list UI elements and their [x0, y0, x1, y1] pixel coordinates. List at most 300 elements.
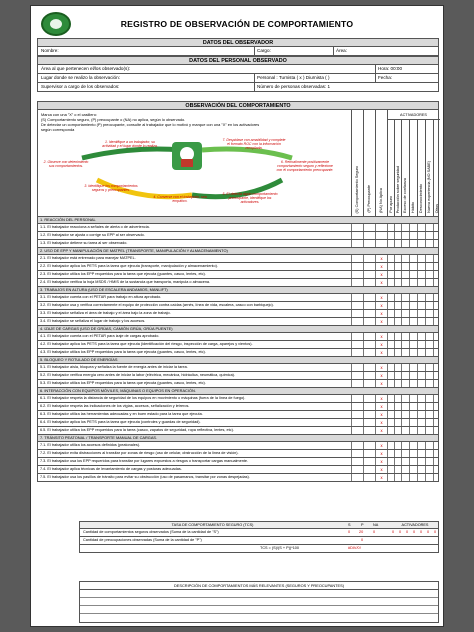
activator-checkbox[interactable]	[417, 232, 424, 239]
activator-checkbox[interactable]	[409, 310, 416, 317]
concern-value: 0	[361, 538, 364, 542]
activator-checkbox[interactable]	[394, 271, 401, 278]
activator-checkbox[interactable]	[433, 240, 440, 247]
activator-checkbox[interactable]	[433, 380, 440, 387]
description-line[interactable]	[80, 598, 438, 606]
description-line[interactable]	[80, 606, 438, 614]
activator-checkbox[interactable]	[409, 271, 416, 278]
concern-checkbox[interactable]	[363, 263, 375, 270]
activator-checkbox[interactable]	[409, 224, 416, 231]
concern-checkbox[interactable]	[363, 395, 375, 402]
checklist-row	[37, 341, 439, 349]
activator-checkbox[interactable]	[433, 364, 440, 371]
activator-checkbox[interactable]	[387, 442, 394, 449]
activator-checkbox[interactable]	[387, 294, 394, 301]
activator-checkbox[interactable]	[387, 458, 394, 465]
concern-checkbox[interactable]	[363, 255, 375, 262]
activator-checkbox[interactable]	[417, 333, 424, 340]
na-checkbox[interactable]	[375, 255, 387, 262]
activator-checkbox[interactable]	[425, 240, 432, 247]
activator-checkbox[interactable]	[394, 380, 401, 387]
na-checkbox[interactable]	[375, 466, 387, 473]
concern-checkbox[interactable]	[363, 232, 375, 239]
activator-checkbox[interactable]	[425, 411, 432, 418]
x-mark: x	[380, 412, 383, 417]
activator-checkbox[interactable]	[401, 333, 408, 340]
concern-checkbox[interactable]	[363, 427, 375, 434]
activator-checkbox[interactable]	[433, 294, 440, 301]
checklist-item-text: 1.1. El trabajador reacciona a señales de alerta o de advertencia.	[40, 225, 150, 229]
activator-checkbox[interactable]	[394, 302, 401, 309]
activator-checkbox[interactable]	[433, 466, 440, 473]
activator-checkbox[interactable]	[409, 240, 416, 247]
safe-checkbox[interactable]	[351, 380, 363, 387]
concern-checkbox[interactable]	[363, 466, 375, 473]
description-line[interactable]	[80, 590, 438, 598]
na-checkbox[interactable]	[375, 333, 387, 340]
activator-checkbox[interactable]	[433, 372, 440, 379]
concern-checkbox[interactable]	[363, 310, 375, 317]
activator-checkbox[interactable]	[401, 364, 408, 371]
concern-checkbox[interactable]	[363, 372, 375, 379]
concern-checkbox[interactable]	[363, 240, 375, 247]
activator-checkbox[interactable]	[409, 333, 416, 340]
activator-checkbox[interactable]	[394, 333, 401, 340]
activator-checkbox[interactable]	[409, 263, 416, 270]
activator-checkbox[interactable]	[394, 263, 401, 270]
activator-checkbox[interactable]	[425, 442, 432, 449]
summary-tcs-row	[79, 545, 439, 553]
na-checkbox[interactable]	[375, 271, 387, 278]
activator-checkbox[interactable]	[417, 263, 424, 270]
activator-checkbox[interactable]	[387, 395, 394, 402]
activator-checkbox[interactable]	[425, 271, 432, 278]
activator-checkbox[interactable]	[394, 310, 401, 317]
checklist-item-text: 2.1. El trabajador está entrenado para manejar MATPEL.	[40, 256, 136, 260]
safe-checkbox[interactable]	[351, 263, 363, 270]
activator-checkbox[interactable]	[433, 318, 440, 325]
safe-checkbox[interactable]	[351, 271, 363, 278]
safe-checkbox[interactable]	[351, 349, 363, 356]
activator-checkbox[interactable]	[409, 279, 416, 286]
activator-checkbox[interactable]	[401, 450, 408, 457]
activator-checkbox[interactable]	[401, 318, 408, 325]
activator-checkbox[interactable]	[409, 302, 416, 309]
na-checkbox[interactable]	[375, 427, 387, 434]
activator-checkbox[interactable]	[433, 224, 440, 231]
safe-checkbox[interactable]	[351, 466, 363, 473]
activator-checkbox[interactable]	[417, 271, 424, 278]
activator-checkbox[interactable]	[425, 372, 432, 379]
activator-checkbox[interactable]	[401, 474, 408, 481]
activator-checkbox[interactable]	[387, 333, 394, 340]
shift-label: Personal : Turnista ( x ) Diurnista ( )	[257, 75, 330, 80]
activator-total: 0	[420, 530, 423, 534]
instruction-line: según corresponda	[41, 127, 75, 132]
activator-checkbox[interactable]	[417, 302, 424, 309]
checklist-item-text: 4.3. El trabajador utiliza los EPP requeridos para la tarea que ejecuta (guantes, casco, lentes, etc).	[40, 350, 206, 354]
activator-checkbox[interactable]	[409, 442, 416, 449]
safe-checkbox[interactable]	[351, 333, 363, 340]
safe-checkbox[interactable]	[351, 318, 363, 325]
activator-checkbox[interactable]	[394, 224, 401, 231]
activator-checkbox[interactable]	[387, 263, 394, 270]
na-checkbox[interactable]	[375, 395, 387, 402]
safe-checkbox[interactable]	[351, 341, 363, 348]
activator-checkbox[interactable]	[394, 232, 401, 239]
activator-checkbox[interactable]	[433, 310, 440, 317]
activator-checkbox[interactable]	[409, 395, 416, 402]
act-col	[394, 120, 401, 217]
col-na-label: (NA) No Aplica	[379, 188, 383, 213]
activator-checkbox[interactable]	[409, 255, 416, 262]
activator-checkbox[interactable]	[409, 364, 416, 371]
activator-checkbox[interactable]	[425, 349, 432, 356]
activator-checkbox[interactable]	[401, 427, 408, 434]
place-label: Lugar donde se realizo la observación:	[41, 75, 120, 80]
activator-checkbox[interactable]	[401, 442, 408, 449]
activator-checkbox[interactable]	[417, 466, 424, 473]
na-checkbox[interactable]	[375, 263, 387, 270]
activator-checkbox[interactable]	[394, 411, 401, 418]
safe-checkbox[interactable]	[351, 450, 363, 457]
na-checkbox[interactable]	[375, 318, 387, 325]
activator-checkbox[interactable]	[433, 395, 440, 402]
concern-checkbox[interactable]	[363, 224, 375, 231]
activator-checkbox[interactable]	[387, 310, 394, 317]
na-checkbox[interactable]	[375, 411, 387, 418]
activator-checkbox[interactable]	[409, 403, 416, 410]
activator-total: 0	[392, 530, 395, 534]
activator-label: Nueva experiencia (NO SABE)	[427, 161, 431, 213]
activator-checkbox[interactable]	[433, 279, 440, 286]
activator-checkbox[interactable]	[417, 341, 424, 348]
activator-checkbox[interactable]	[394, 458, 401, 465]
concern-checkbox[interactable]	[363, 349, 375, 356]
activator-checkbox[interactable]	[401, 294, 408, 301]
safe-checkbox[interactable]	[351, 395, 363, 402]
activator-checkbox[interactable]	[387, 349, 394, 356]
concern-checkbox[interactable]	[363, 302, 375, 309]
safe-checkbox[interactable]	[351, 310, 363, 317]
activator-checkbox[interactable]	[387, 427, 394, 434]
na-checkbox[interactable]	[375, 419, 387, 426]
activator-checkbox[interactable]	[387, 419, 394, 426]
activator-checkbox[interactable]	[401, 341, 408, 348]
activator-checkbox[interactable]	[433, 333, 440, 340]
na-checkbox[interactable]	[375, 302, 387, 309]
activator-checkbox[interactable]	[401, 271, 408, 278]
activator-checkbox[interactable]	[394, 466, 401, 473]
activator-checkbox[interactable]	[417, 224, 424, 231]
concern-checkbox[interactable]	[363, 364, 375, 371]
na-checkbox[interactable]	[375, 372, 387, 379]
activator-checkbox[interactable]	[401, 466, 408, 473]
activator-checkbox[interactable]	[417, 442, 424, 449]
activator-checkbox[interactable]	[409, 427, 416, 434]
activator-checkbox[interactable]	[433, 442, 440, 449]
activator-checkbox[interactable]	[401, 302, 408, 309]
activator-checkbox[interactable]	[425, 279, 432, 286]
activator-checkbox[interactable]	[409, 411, 416, 418]
activator-checkbox[interactable]	[409, 232, 416, 239]
activator-checkbox[interactable]	[433, 341, 440, 348]
activator-checkbox[interactable]	[409, 294, 416, 301]
activator-checkbox[interactable]	[394, 442, 401, 449]
activator-checkbox[interactable]	[387, 372, 394, 379]
activator-checkbox[interactable]	[401, 279, 408, 286]
activator-checkbox[interactable]	[409, 474, 416, 481]
activator-checkbox[interactable]	[387, 240, 394, 247]
activator-checkbox[interactable]	[417, 458, 424, 465]
activator-checkbox[interactable]	[394, 341, 401, 348]
activator-checkbox[interactable]	[409, 419, 416, 426]
na-checkbox[interactable]	[375, 294, 387, 301]
safe-checkbox[interactable]	[351, 255, 363, 262]
na-checkbox[interactable]	[375, 341, 387, 348]
safe-checkbox[interactable]	[351, 224, 363, 231]
activator-checkbox[interactable]	[433, 450, 440, 457]
activator-checkbox[interactable]	[409, 349, 416, 356]
activator-checkbox[interactable]	[394, 403, 401, 410]
safe-checkbox[interactable]	[351, 232, 363, 239]
na-checkbox[interactable]	[375, 224, 387, 231]
activator-checkbox[interactable]	[401, 403, 408, 410]
activator-checkbox[interactable]	[394, 255, 401, 262]
checklist-row	[37, 224, 439, 232]
na-checkbox[interactable]	[375, 310, 387, 317]
activator-checkbox[interactable]	[425, 427, 432, 434]
activator-checkbox[interactable]	[409, 458, 416, 465]
activator-checkbox[interactable]	[409, 450, 416, 457]
activator-checkbox[interactable]	[433, 271, 440, 278]
activator-checkbox[interactable]	[425, 380, 432, 387]
safe-checkbox[interactable]	[351, 411, 363, 418]
activator-checkbox[interactable]	[409, 341, 416, 348]
activator-checkbox[interactable]	[401, 349, 408, 356]
activator-checkbox[interactable]	[417, 380, 424, 387]
activator-checkbox[interactable]	[401, 372, 408, 379]
concern-checkbox[interactable]	[363, 450, 375, 457]
activator-checkbox[interactable]	[425, 466, 432, 473]
concern-checkbox[interactable]	[363, 380, 375, 387]
activator-checkbox[interactable]	[387, 255, 394, 262]
activator-checkbox[interactable]	[433, 349, 440, 356]
activator-label: Exceso de confianza	[403, 177, 407, 213]
activator-checkbox[interactable]	[425, 333, 432, 340]
activator-checkbox[interactable]	[417, 427, 424, 434]
col-na	[375, 110, 387, 217]
activator-checkbox[interactable]	[433, 232, 440, 239]
activator-checkbox[interactable]	[433, 255, 440, 262]
activator-checkbox[interactable]	[409, 372, 416, 379]
activator-checkbox[interactable]	[425, 403, 432, 410]
activator-checkbox[interactable]	[394, 419, 401, 426]
concern-checkbox[interactable]	[363, 419, 375, 426]
activator-checkbox[interactable]	[417, 349, 424, 356]
activator-checkbox[interactable]	[433, 458, 440, 465]
concern-checkbox[interactable]	[363, 271, 375, 278]
col-safe	[351, 110, 363, 217]
activator-checkbox[interactable]	[394, 294, 401, 301]
activator-checkbox[interactable]	[425, 294, 432, 301]
activator-checkbox[interactable]	[394, 427, 401, 434]
activator-checkbox[interactable]	[417, 474, 424, 481]
concern-checkbox[interactable]	[363, 279, 375, 286]
activator-checkbox[interactable]	[387, 279, 394, 286]
na-checkbox[interactable]	[375, 349, 387, 356]
concern-checkbox[interactable]	[363, 442, 375, 449]
concern-checkbox[interactable]	[363, 403, 375, 410]
na-checkbox[interactable]	[375, 279, 387, 286]
na-checkbox[interactable]	[375, 458, 387, 465]
activator-checkbox[interactable]	[433, 411, 440, 418]
concern-checkbox[interactable]	[363, 474, 375, 481]
activator-checkbox[interactable]	[401, 263, 408, 270]
activator-checkbox[interactable]	[401, 458, 408, 465]
na-checkbox[interactable]	[375, 450, 387, 457]
observed-supervisor-row	[37, 83, 439, 92]
activator-checkbox[interactable]	[425, 310, 432, 317]
activator-checkbox[interactable]	[401, 380, 408, 387]
safe-checkbox[interactable]	[351, 442, 363, 449]
concern-checkbox[interactable]	[363, 294, 375, 301]
checklist-item-text: 6.3. El trabajador utiliza las herramientas adecuadas y en buen estado para la tarea que ejecuta.	[40, 412, 203, 416]
activator-checkbox[interactable]	[433, 403, 440, 410]
activator-checkbox[interactable]	[425, 318, 432, 325]
activator-checkbox[interactable]	[417, 294, 424, 301]
concern-checkbox[interactable]	[363, 341, 375, 348]
activator-checkbox[interactable]	[394, 474, 401, 481]
activator-checkbox[interactable]	[394, 240, 401, 247]
na-checkbox[interactable]	[375, 442, 387, 449]
na-checkbox[interactable]	[375, 364, 387, 371]
safe-checkbox[interactable]	[351, 302, 363, 309]
checklist-item-text: 3.2. El trabajador usa y verifica correctamente el equipo de protección contra caídas (arnés, línea de vida, escalera, casco con barbiquejo).	[40, 303, 274, 307]
activator-checkbox[interactable]	[417, 318, 424, 325]
safe-checkbox[interactable]	[351, 279, 363, 286]
activator-checkbox[interactable]	[417, 411, 424, 418]
activator-checkbox[interactable]	[417, 255, 424, 262]
activator-checkbox[interactable]	[409, 380, 416, 387]
na-checkbox[interactable]	[375, 380, 387, 387]
activator-checkbox[interactable]	[401, 395, 408, 402]
activator-checkbox[interactable]	[417, 419, 424, 426]
activator-checkbox[interactable]	[425, 341, 432, 348]
checklist-row	[37, 458, 439, 466]
concern-checkbox[interactable]	[363, 411, 375, 418]
concern-checkbox[interactable]	[363, 318, 375, 325]
activator-checkbox[interactable]	[433, 427, 440, 434]
activator-checkbox[interactable]	[425, 474, 432, 481]
activator-checkbox[interactable]	[425, 302, 432, 309]
activator-checkbox[interactable]	[401, 240, 408, 247]
activator-checkbox[interactable]	[417, 279, 424, 286]
activator-checkbox[interactable]	[425, 255, 432, 262]
observer-row	[37, 47, 439, 56]
activator-checkbox[interactable]	[433, 302, 440, 309]
na-checkbox[interactable]	[375, 232, 387, 239]
safe-checkbox[interactable]	[351, 419, 363, 426]
activator-checkbox[interactable]	[409, 466, 416, 473]
activator-checkbox[interactable]	[387, 450, 394, 457]
activator-checkbox[interactable]	[401, 310, 408, 317]
safe-checkbox[interactable]	[351, 474, 363, 481]
safe-checkbox[interactable]	[351, 427, 363, 434]
activator-checkbox[interactable]	[387, 474, 394, 481]
activator-checkbox[interactable]	[433, 263, 440, 270]
activator-checkbox[interactable]	[425, 419, 432, 426]
activator-checkbox[interactable]	[417, 372, 424, 379]
na-checkbox[interactable]	[375, 474, 387, 481]
activator-checkbox[interactable]	[425, 395, 432, 402]
activator-checkbox[interactable]	[425, 232, 432, 239]
na-checkbox[interactable]	[375, 240, 387, 247]
checklist-item-text: 7.5. El trabajador usa los pasillos de tránsito para evitar su obstrucción (uso de pasamanos, transitar por zonas despejadas).	[40, 475, 250, 479]
activator-checkbox[interactable]	[433, 474, 440, 481]
concern-checkbox[interactable]	[363, 458, 375, 465]
activator-checkbox[interactable]	[417, 310, 424, 317]
activator-checkbox[interactable]	[387, 403, 394, 410]
activator-checkbox[interactable]	[387, 271, 394, 278]
activator-checkbox[interactable]	[425, 263, 432, 270]
activator-checkbox[interactable]	[394, 349, 401, 356]
activator-checkbox[interactable]	[387, 466, 394, 473]
activator-checkbox[interactable]	[417, 364, 424, 371]
observation-cycle-diagram	[42, 140, 342, 212]
safe-checkbox[interactable]	[351, 364, 363, 371]
activator-checkbox[interactable]	[401, 232, 408, 239]
activator-checkbox[interactable]	[387, 341, 394, 348]
activator-checkbox[interactable]	[387, 380, 394, 387]
activator-checkbox[interactable]	[425, 224, 432, 231]
activator-checkbox[interactable]	[394, 364, 401, 371]
activator-checkbox[interactable]	[387, 302, 394, 309]
activator-checkbox[interactable]	[394, 318, 401, 325]
activator-checkbox[interactable]	[387, 232, 394, 239]
activator-checkbox[interactable]	[394, 279, 401, 286]
checklist-row	[37, 380, 439, 388]
activator-checkbox[interactable]	[425, 364, 432, 371]
safe-checkbox[interactable]	[351, 458, 363, 465]
activator-checkbox[interactable]	[387, 411, 394, 418]
activator-checkbox[interactable]	[417, 450, 424, 457]
concern-checkbox[interactable]	[363, 333, 375, 340]
activator-checkbox[interactable]	[417, 403, 424, 410]
activator-checkbox[interactable]	[417, 240, 424, 247]
safe-checkbox[interactable]	[351, 240, 363, 247]
na-checkbox[interactable]	[375, 403, 387, 410]
activator-checkbox[interactable]	[425, 450, 432, 457]
activator-checkbox[interactable]	[409, 318, 416, 325]
activator-checkbox[interactable]	[401, 411, 408, 418]
activator-checkbox[interactable]	[433, 419, 440, 426]
activator-checkbox[interactable]	[387, 318, 394, 325]
activator-checkbox[interactable]	[394, 372, 401, 379]
activator-checkbox[interactable]	[387, 224, 394, 231]
activator-checkbox[interactable]	[394, 395, 401, 402]
activator-checkbox[interactable]	[387, 364, 394, 371]
safe-checkbox[interactable]	[351, 294, 363, 301]
safe-checkbox[interactable]	[351, 403, 363, 410]
activator-checkbox[interactable]	[401, 255, 408, 262]
activator-checkbox[interactable]	[394, 450, 401, 457]
activator-checkbox[interactable]	[401, 419, 408, 426]
activator-checkbox[interactable]	[417, 395, 424, 402]
activator-checkbox[interactable]	[401, 224, 408, 231]
activator-checkbox[interactable]	[425, 458, 432, 465]
safe-checkbox[interactable]	[351, 372, 363, 379]
